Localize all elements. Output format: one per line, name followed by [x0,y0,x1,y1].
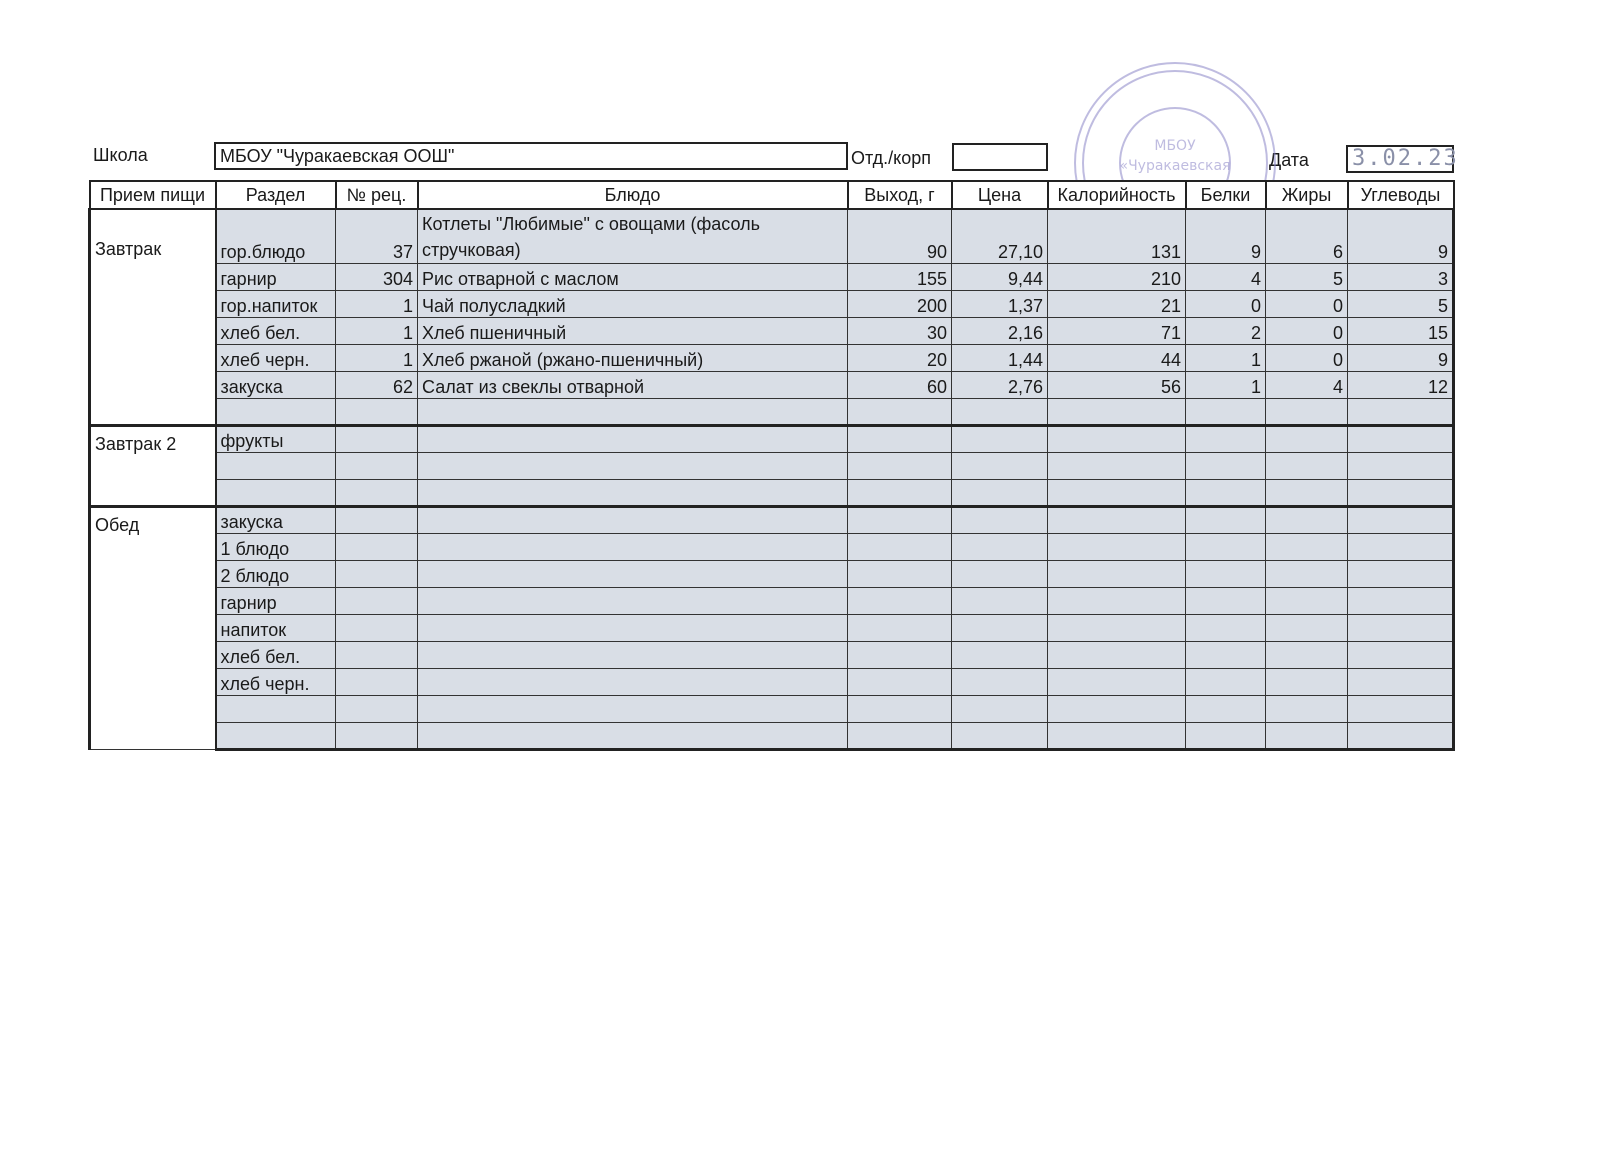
belki-cell[interactable] [1186,398,1266,425]
ugl-cell[interactable] [1348,425,1454,452]
razdel-cell[interactable]: гарнир [216,263,336,290]
belki-cell[interactable] [1186,587,1266,614]
razdel-cell[interactable]: хлеб черн. [216,668,336,695]
table-row [90,290,1454,317]
table-row [90,668,1454,695]
stamp-line-1: МБОУ [1154,138,1196,154]
kcal-cell[interactable]: 210 [1048,263,1186,290]
razdel-cell[interactable] [216,695,336,722]
col-header-zhiry: Жиры [1266,181,1348,209]
table-row [90,263,1454,290]
zhiry-cell[interactable] [1266,614,1348,641]
zhiry-cell[interactable] [1266,560,1348,587]
rec-cell[interactable]: 37 [336,209,418,263]
meal-name: Обед [90,506,216,749]
table-row [90,452,1454,479]
zhiry-cell[interactable]: 6 [1266,209,1348,263]
razdel-cell[interactable] [216,398,336,425]
zhiry-cell[interactable]: 5 [1266,263,1348,290]
belki-cell[interactable] [1186,560,1266,587]
date-label: Дата [1269,150,1309,170]
cena-cell[interactable] [952,587,1048,614]
belki-cell[interactable]: 1 [1186,371,1266,398]
belki-cell[interactable] [1186,668,1266,695]
table-row [90,722,1454,749]
meal-name: Завтрак [90,209,216,425]
kcal-cell[interactable]: 131 [1048,209,1186,263]
kcal-cell[interactable] [1048,722,1186,749]
zhiry-cell[interactable]: 0 [1266,290,1348,317]
kcal-cell[interactable] [1048,641,1186,668]
belki-cell[interactable] [1186,506,1266,533]
col-header-ugl: Углеводы [1348,181,1454,209]
zhiry-cell[interactable] [1266,641,1348,668]
rec-cell[interactable] [336,668,418,695]
ugl-cell[interactable] [1348,668,1454,695]
razdel-cell[interactable] [216,452,336,479]
zhiry-cell[interactable] [1266,695,1348,722]
belki-cell[interactable] [1186,452,1266,479]
vyhod-cell[interactable] [848,425,952,452]
ugl-cell[interactable] [1348,560,1454,587]
vyhod-cell[interactable]: 20 [848,344,952,371]
rec-cell[interactable] [336,479,418,506]
razdel-cell[interactable]: хлеб бел. [216,317,336,344]
zhiry-cell[interactable] [1266,533,1348,560]
col-header-vyhod: Выход, г [848,181,952,209]
col-header-rec: № рец. [336,181,418,209]
table-row [90,506,1454,533]
zhiry-cell[interactable] [1266,425,1348,452]
ugl-cell[interactable]: 9 [1348,209,1454,263]
col-header-meal: Прием пищи [90,181,216,209]
table-row [90,371,1454,398]
stamp-line-2: «Чуракаевская [1119,158,1231,174]
col-header-dish: Блюдо [418,181,848,209]
meal-name: Завтрак 2 [90,425,216,506]
belki-cell[interactable]: 2 [1186,317,1266,344]
school-field[interactable]: МБОУ "Чуракаевская ООШ" [214,142,848,170]
vyhod-cell[interactable] [848,452,952,479]
ugl-cell[interactable] [1348,641,1454,668]
zhiry-cell[interactable] [1266,398,1348,425]
cena-cell[interactable] [952,614,1048,641]
cena-cell[interactable]: 1,44 [952,344,1048,371]
cena-cell[interactable] [952,668,1048,695]
ugl-cell[interactable] [1348,479,1454,506]
dish-cell[interactable]: Салат из свеклы отварной [418,371,848,398]
cena-cell[interactable]: 2,76 [952,371,1048,398]
zhiry-cell[interactable] [1266,506,1348,533]
kcal-cell[interactable]: 56 [1048,371,1186,398]
dept-field[interactable] [952,143,1048,171]
razdel-cell[interactable]: 2 блюдо [216,560,336,587]
vyhod-cell[interactable] [848,587,952,614]
razdel-cell[interactable]: гор.блюдо [216,209,336,263]
col-header-belki: Белки [1186,181,1266,209]
table-row [90,344,1454,371]
zhiry-cell[interactable]: 0 [1266,317,1348,344]
table-row [90,614,1454,641]
cena-cell[interactable] [952,695,1048,722]
belki-cell[interactable] [1186,479,1266,506]
kcal-cell[interactable] [1048,587,1186,614]
table-header-row [90,181,1454,209]
rec-cell[interactable] [336,614,418,641]
razdel-cell[interactable] [216,479,336,506]
zhiry-cell[interactable] [1266,452,1348,479]
kcal-cell[interactable] [1048,533,1186,560]
dish-cell[interactable] [418,452,848,479]
vyhod-cell[interactable]: 30 [848,317,952,344]
razdel-cell[interactable]: 1 блюдо [216,533,336,560]
dish-cell[interactable]: Котлеты "Любимые" с овощами (фасоль стручковая) [418,209,848,263]
rec-cell[interactable] [336,641,418,668]
ugl-cell[interactable]: 5 [1348,290,1454,317]
belki-cell[interactable] [1186,722,1266,749]
razdel-cell[interactable]: напиток [216,614,336,641]
cena-cell[interactable] [952,425,1048,452]
razdel-cell[interactable]: гор.напиток [216,290,336,317]
ugl-cell[interactable] [1348,695,1454,722]
ugl-cell[interactable]: 12 [1348,371,1454,398]
table-row [90,425,1454,452]
dish-cell[interactable] [418,479,848,506]
vyhod-cell[interactable]: 60 [848,371,952,398]
razdel-cell[interactable]: фрукты [216,425,336,452]
rec-cell[interactable] [336,506,418,533]
vyhod-cell[interactable]: 200 [848,290,952,317]
cena-cell[interactable]: 9,44 [952,263,1048,290]
ugl-cell[interactable]: 15 [1348,317,1454,344]
cena-cell[interactable] [952,506,1048,533]
cena-cell[interactable] [952,560,1048,587]
razdel-cell[interactable]: закуска [216,371,336,398]
col-header-cena: Цена [952,181,1048,209]
zhiry-cell[interactable]: 0 [1266,344,1348,371]
rec-cell[interactable] [336,398,418,425]
kcal-cell[interactable] [1048,506,1186,533]
kcal-cell[interactable] [1048,479,1186,506]
rec-cell[interactable] [336,695,418,722]
school-label: Школа [93,145,148,165]
table-row [90,695,1454,722]
cena-cell[interactable] [952,641,1048,668]
cena-cell[interactable] [952,722,1048,749]
rec-cell[interactable]: 62 [336,371,418,398]
date-field[interactable]: 3.02.23 [1346,145,1454,173]
cena-cell[interactable] [952,398,1048,425]
vyhod-cell[interactable] [848,479,952,506]
rec-cell[interactable] [336,452,418,479]
dish-cell[interactable]: Чай полусладкий [418,290,848,317]
belki-cell[interactable]: 9 [1186,209,1266,263]
kcal-cell[interactable] [1048,614,1186,641]
dish-cell[interactable] [418,695,848,722]
dish-cell[interactable] [418,641,848,668]
zhiry-cell[interactable] [1266,668,1348,695]
kcal-cell[interactable] [1048,452,1186,479]
table-row [90,560,1454,587]
razdel-cell[interactable] [216,722,336,749]
kcal-cell[interactable]: 71 [1048,317,1186,344]
cena-cell[interactable] [952,479,1048,506]
rec-cell[interactable]: 1 [336,317,418,344]
ugl-cell[interactable]: 9 [1348,344,1454,371]
vyhod-cell[interactable] [848,398,952,425]
dish-cell[interactable]: Рис отварной с маслом [418,263,848,290]
belki-cell[interactable] [1186,641,1266,668]
zhiry-cell[interactable] [1266,722,1348,749]
vyhod-cell[interactable]: 90 [848,209,952,263]
menu-table-body [90,209,1454,749]
col-header-razdel: Раздел [216,181,336,209]
belki-cell[interactable] [1186,425,1266,452]
rec-cell[interactable] [336,533,418,560]
dish-cell[interactable] [418,587,848,614]
rec-cell[interactable] [336,722,418,749]
vyhod-cell[interactable] [848,614,952,641]
vyhod-cell[interactable] [848,668,952,695]
razdel-cell[interactable]: закуска [216,506,336,533]
menu-table [88,180,1455,751]
table-row [90,209,1454,263]
table-row [90,479,1454,506]
razdel-cell[interactable]: хлеб черн. [216,344,336,371]
dish-cell[interactable] [418,722,848,749]
vyhod-cell[interactable]: 155 [848,263,952,290]
table-row [90,587,1454,614]
rec-cell[interactable]: 304 [336,263,418,290]
kcal-cell[interactable] [1048,398,1186,425]
belki-cell[interactable]: 0 [1186,290,1266,317]
dish-cell[interactable] [418,533,848,560]
dish-cell[interactable] [418,425,848,452]
cena-cell[interactable] [952,533,1048,560]
cena-cell[interactable]: 1,37 [952,290,1048,317]
dept-label: Отд./корп [851,148,931,168]
rec-cell[interactable] [336,587,418,614]
table-row [90,398,1454,425]
zhiry-cell[interactable]: 4 [1266,371,1348,398]
rec-cell[interactable] [336,425,418,452]
ugl-cell[interactable] [1348,587,1454,614]
kcal-cell[interactable] [1048,560,1186,587]
zhiry-cell[interactable] [1266,587,1348,614]
dish-cell[interactable] [418,668,848,695]
rec-cell[interactable]: 1 [336,344,418,371]
ugl-cell[interactable] [1348,506,1454,533]
ugl-cell[interactable] [1348,398,1454,425]
belki-cell[interactable] [1186,695,1266,722]
kcal-cell[interactable]: 21 [1048,290,1186,317]
belki-cell[interactable] [1186,533,1266,560]
rec-cell[interactable]: 1 [336,290,418,317]
dish-cell[interactable] [418,560,848,587]
dish-cell[interactable]: Хлеб пшеничный [418,317,848,344]
ugl-cell[interactable]: 3 [1348,263,1454,290]
rec-cell[interactable] [336,560,418,587]
kcal-cell[interactable]: 44 [1048,344,1186,371]
dish-cell[interactable] [418,398,848,425]
vyhod-cell[interactable] [848,533,952,560]
vyhod-cell[interactable] [848,560,952,587]
kcal-cell[interactable] [1048,695,1186,722]
kcal-cell[interactable] [1048,425,1186,452]
ugl-cell[interactable] [1348,614,1454,641]
cena-cell[interactable] [952,452,1048,479]
dish-cell[interactable] [418,614,848,641]
dish-cell[interactable] [418,506,848,533]
vyhod-cell[interactable] [848,695,952,722]
kcal-cell[interactable] [1048,668,1186,695]
ugl-cell[interactable] [1348,722,1454,749]
belki-cell[interactable]: 1 [1186,344,1266,371]
belki-cell[interactable] [1186,614,1266,641]
razdel-cell[interactable]: хлеб бел. [216,641,336,668]
belki-cell[interactable]: 4 [1186,263,1266,290]
vyhod-cell[interactable] [848,722,952,749]
vyhod-cell[interactable] [848,506,952,533]
table-row [90,317,1454,344]
razdel-cell[interactable]: гарнир [216,587,336,614]
cena-cell[interactable]: 2,16 [952,317,1048,344]
col-header-kcal: Калорийность [1048,181,1186,209]
cena-cell[interactable]: 27,10 [952,209,1048,263]
ugl-cell[interactable] [1348,533,1454,560]
ugl-cell[interactable] [1348,452,1454,479]
zhiry-cell[interactable] [1266,479,1348,506]
dish-cell[interactable]: Хлеб ржаной (ржано-пшеничный) [418,344,848,371]
table-row [90,533,1454,560]
table-row [90,641,1454,668]
vyhod-cell[interactable] [848,641,952,668]
